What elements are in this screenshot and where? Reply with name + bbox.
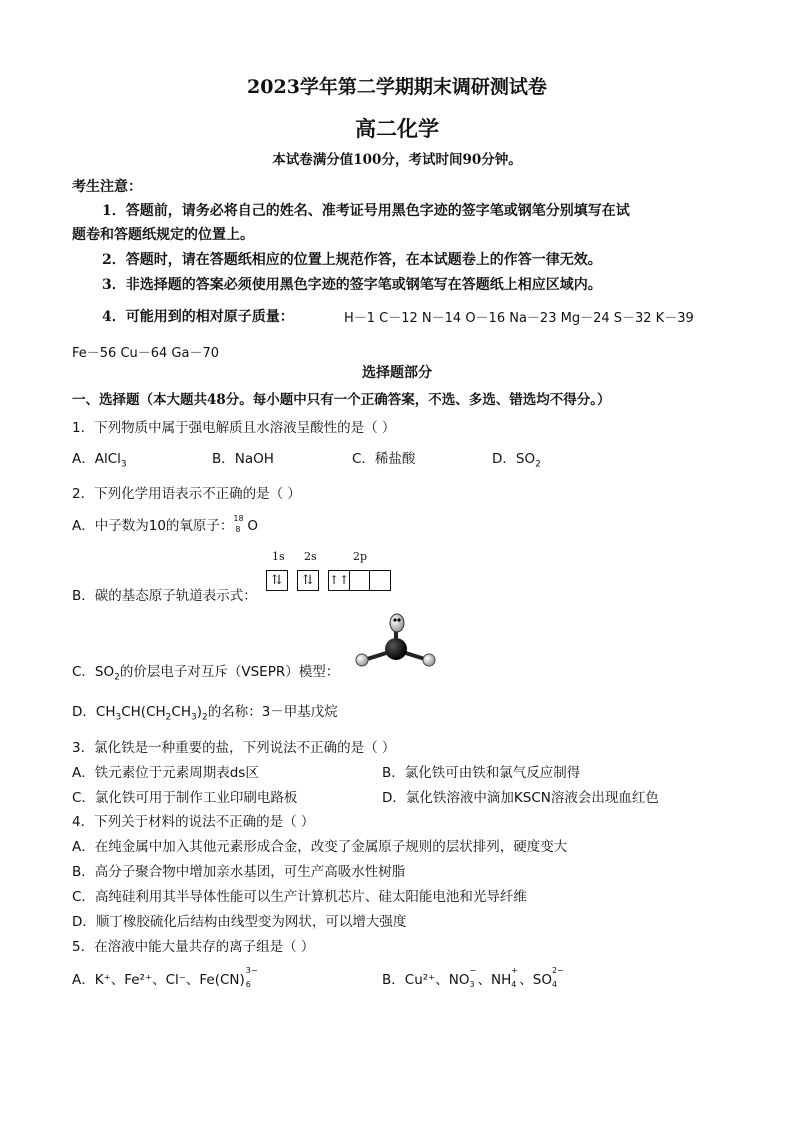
q1-option-b: B．NaOH <box>212 451 274 467</box>
instruction-1: 1．答题前，请务必将自己的姓名、准考证号用黑色字迹的签字笔或钢笔分别填写在试 <box>102 203 630 219</box>
section-heading: 一、选择题（本大题共48分。每小题中只有一个正确答案，不选、多选、错选均不得分。） <box>72 392 611 408</box>
orbital-label-2p: 2p <box>353 550 368 563</box>
atomic-masses: H－1 C－12 N－14 O－16 Na－23 Mg－24 S－32 K－39 <box>344 311 694 326</box>
section-title: 选择题部分 <box>362 365 432 381</box>
orbital-2p-cell-2 <box>350 571 370 590</box>
q4-option-b: B．高分子聚合物中增加亲水基团，可生产高吸水性树脂 <box>72 864 406 880</box>
vsepr-model-image <box>348 610 440 672</box>
instruction-2: 2．答题时，请在答题纸相应的位置上规范作答，在本试题卷上的作答一律无效。 <box>102 252 602 268</box>
q1-option-c: C．稀盐酸 <box>352 451 416 467</box>
q5-stem: 5．在溶液中能大量共存的离子组是（ ） <box>72 939 315 955</box>
exam-note: 本试卷满分值100分，考试时间90分钟。 <box>272 152 522 168</box>
ligand-atom-right <box>423 654 435 666</box>
q4-option-a: A．在纯金属中加入其他元素形成合金，改变了金属原子规则的层状排列，硬度变大 <box>72 839 568 855</box>
q3-option-a: A．铁元素位于元素周期表ds区 <box>72 765 259 781</box>
orbital-2p <box>328 570 391 591</box>
exam-subject: 高二化学 <box>355 116 439 141</box>
q5-option-b: B．Cu²⁺、NO − 3 、NH + 4 、SO 2− 4 <box>382 966 564 989</box>
q2-option-d: D．$CH_3CH(CH_2CH_3)_2$的名称：3－甲基戊烷 <box>72 704 338 723</box>
q3-option-d: D．氯化铁溶液中滴加KSCN溶液会出现血红色 <box>382 790 659 806</box>
q2-option-b: B．碳的基态原子轨道表示式： <box>72 588 257 604</box>
q4-stem: 4．下列关于材料的说法不正确的是（ ） <box>72 814 315 830</box>
q2-option-a: A．中子数为10的氧原子： 18 8 O <box>72 514 259 534</box>
atomic-masses-cont: Fe－56 Cu－64 Ga－70 <box>72 346 220 361</box>
q4-option-d: D．顺丁橡胶硫化后结构由线型变为网状，可以增大强度 <box>72 914 407 930</box>
lone-pair-lobe <box>390 614 404 632</box>
q5-option-a: A．K⁺、Fe²⁺、Cl⁻、Fe(CN) 3− 6 <box>72 966 258 989</box>
q4-option-c: C．高纯硅利用其半导体性能可以生产计算机芯片、硅太阳能电池和光导纤维 <box>72 889 527 905</box>
orbital-1s: ⇅ <box>266 570 288 591</box>
q3-option-c: C．氯化铁可用于制作工业印刷电路板 <box>72 790 298 806</box>
q2-stem: 2．下列化学用语表示不正确的是（ ） <box>72 486 301 502</box>
instruction-3: 3．非选择题的答案必须使用黑色字迹的签字笔或钢笔写在答题纸上相应区域内。 <box>102 277 602 293</box>
orbital-2p-cell-1: ↑↑ <box>329 571 350 590</box>
ligand-atom-left <box>356 654 368 666</box>
q1-option-a: A．AlCl$_3$ <box>72 451 127 470</box>
exam-title: 2023学年第二学期期末调研测试卷 <box>247 76 547 98</box>
orbital-diagram <box>264 550 394 596</box>
atomic-number: 8 <box>235 525 241 534</box>
instruction-1-cont: 题卷和答题纸规定的位置上。 <box>72 227 254 243</box>
instructions-heading: 考生注意： <box>72 179 142 195</box>
orbital-label-2s: 2s <box>304 550 317 563</box>
orbital-label-1s: 1s <box>272 550 285 563</box>
q3-option-b: B．氯化铁可由铁和氯气反应制得 <box>382 765 581 781</box>
central-atom <box>385 638 407 660</box>
q3-stem: 3．氯化铁是一种重要的盐，下列说法不正确的是（ ） <box>72 740 396 756</box>
instruction-4: 4．可能用到的相对原子质量： <box>102 309 294 325</box>
element-symbol: O <box>247 518 259 534</box>
mass-number: 18 <box>233 514 244 523</box>
q1-option-d: D．$SO_2$ <box>492 451 541 470</box>
orbital-2s: ⇅ <box>297 570 319 591</box>
q2-option-c: C．$SO_2$的价层电子对互斥（VSEPR）模型： <box>72 664 340 683</box>
q1-stem: 1．下列物质中属于强电解质且水溶液呈酸性的是（ ） <box>72 420 396 436</box>
